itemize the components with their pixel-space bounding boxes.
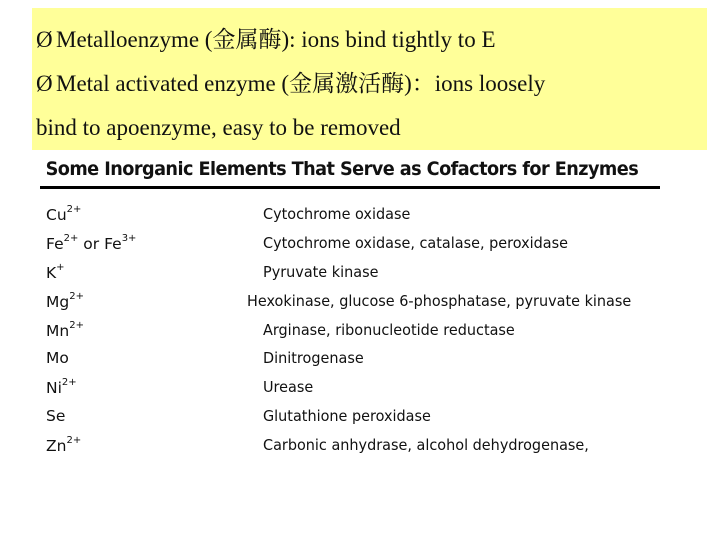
element-charge: 2+ [63,233,79,245]
element-charge-alt: 3+ [121,233,137,245]
element-charge: 2+ [66,204,82,216]
element-cell [40,407,263,425]
definition-note [32,8,707,150]
table-row [40,402,660,431]
note-line-metalloenzyme [36,18,701,62]
element-cell [40,349,263,367]
element-symbol: Se [46,406,66,425]
enzyme-cell: Urease [263,378,314,397]
enzyme-cell: Pyruvate kinase [263,262,379,281]
element-symbol: Cu [46,206,67,225]
table-body [40,200,660,459]
element-symbol: Mg [46,292,70,311]
note-text-1: Metalloenzyme (金属酶): ions bind tightly to E [56,27,496,52]
table-row [40,315,660,344]
title-rule [40,186,660,189]
table-row [40,200,660,229]
element-cell [40,435,263,455]
enzyme-cell: Cytochrome oxidase [263,205,411,224]
table-row [40,258,660,287]
bullet-arrow-icon: Ø [36,27,53,52]
element-cell [40,204,263,224]
enzyme-cell: Dinitrogenase [263,349,364,368]
table-row [40,373,660,402]
table-row [40,430,660,459]
table-title: Some Inorganic Elements That Serve as Cofactors for Enzymes [45,158,639,180]
enzyme-cell: Arginase, ribonucleotide reductase [263,320,515,339]
element-symbol-alt: or Fe [78,235,122,254]
element-charge: 2+ [61,377,77,389]
enzyme-cell: Carbonic anhydrase, alcohol dehydrogenase, [263,435,589,454]
element-charge: 2+ [69,290,84,302]
element-charge: + [56,261,65,273]
element-symbol: Mn [46,321,70,340]
element-charge: 2+ [66,434,82,446]
element-cell [40,320,263,340]
note-text-3: bind to apoenzyme, easy to be removed [36,115,401,140]
note-line-metal-activated [36,62,701,106]
enzyme-cell: Cytochrome oxidase, catalase, peroxidase [263,234,569,253]
element-symbol: K [46,263,57,282]
element-cell [40,233,263,253]
note-line-continuation [36,106,701,150]
bullet-arrow-icon: Ø [36,71,53,96]
table-row [40,344,660,373]
element-cell [40,377,263,397]
note-text-2: Metal activated enzyme (金属激活酶)：ions loosely [56,71,546,96]
table-row [40,286,660,315]
element-symbol: Mo [46,349,69,368]
element-charge: 2+ [69,319,84,331]
table-row [40,229,660,258]
cofactor-table [40,158,660,459]
enzyme-cell: Glutathione peroxidase [263,406,431,425]
enzyme-cell: Hexokinase, glucose 6-phosphatase, pyruvate kinase [246,291,632,310]
element-cell [40,291,247,311]
element-symbol: Ni [46,379,62,398]
element-cell [40,262,263,282]
element-symbol: Zn [46,436,67,455]
element-symbol: Fe [46,235,64,254]
